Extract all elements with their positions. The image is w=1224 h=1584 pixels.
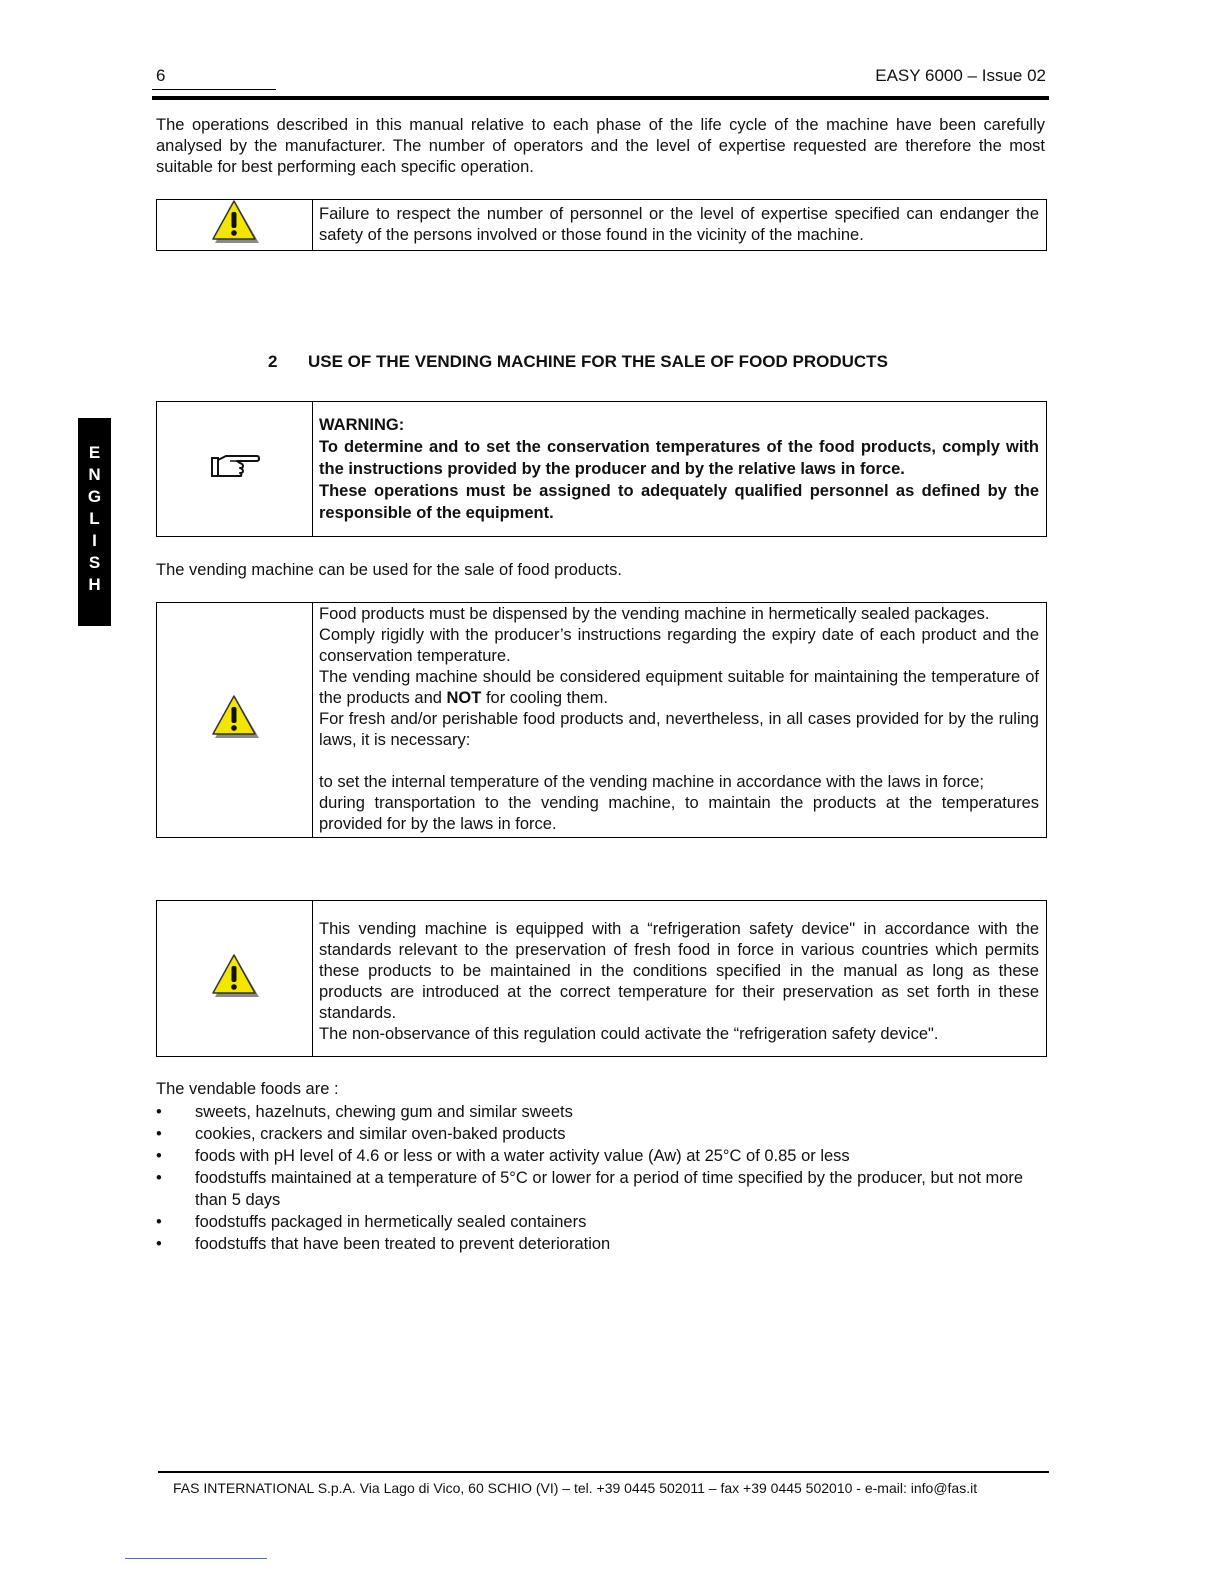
refrigeration-notice-text xyxy=(313,901,1047,1057)
footer-address: FAS INTERNATIONAL S.p.A. Via Lago di Vico, 60 SCHIO (VI) – tel. +39 0445 502011 – fax +39 0445 502010 - e-mail: info@fas.it xyxy=(173,1480,978,1496)
list-item: • foodstuffs maintained at a temperature of 5°C or lower for a period of time specified by the producer, but not more than 5 days xyxy=(156,1169,1024,1209)
food-notice-packages: Food products must be dispensed by the vending machine in hermetically sealed packages. xyxy=(319,605,990,623)
tab-letter: N xyxy=(88,465,101,484)
tab-letter: G xyxy=(87,487,102,506)
warning-triangle-icon xyxy=(210,954,260,998)
notice-icon-cell xyxy=(157,901,313,1057)
intro-paragraph: The operations described in this manual relative to each phase of the life cycle of the machine have been carefully analysed by the manufacturer. The number of operators and the level of expertise requested are therefore the most suitable for best performing each specific operation. xyxy=(156,116,1045,176)
vendable-foods-list xyxy=(156,1101,1045,1255)
section-number: 2 xyxy=(268,352,278,371)
list-item: • foodstuffs that have been treated to prevent deterioration xyxy=(156,1235,611,1253)
food-notice-expiry: Comply rigidly with the producer’s instructions regarding the expiry date of each product and the conservation temperature. xyxy=(319,626,1039,665)
tab-letter: I xyxy=(92,531,97,550)
food-notice-transportation: during transportation to the vending machine, to maintain the products at the temperatures provided for by the laws in force. xyxy=(319,794,1039,833)
tab-letter: S xyxy=(88,553,101,572)
warning-line-personnel: These operations must be assigned to adequately qualified personnel as defined by the responsible of the equipment. xyxy=(319,481,1039,522)
section-title: USE OF THE VENDING MACHINE FOR THE SALE OF FOOD PRODUCTS xyxy=(308,352,888,371)
food-notice-set-temperature: to set the internal temperature of the vending machine in accordance with the laws in force; xyxy=(319,773,984,791)
tab-letter: L xyxy=(89,509,100,528)
warning-text xyxy=(313,402,1047,537)
tab-letter: H xyxy=(88,575,101,594)
bullet: • xyxy=(156,1213,162,1231)
document-title: EASY 6000 – Issue 02 xyxy=(875,66,1046,85)
notice-icon-cell xyxy=(157,603,313,838)
refrigeration-non-observance: The non-observance of this regulation could activate the “refrigeration safety device". xyxy=(319,1024,939,1043)
personnel-notice-text: Failure to respect the number of personnel or the level of expertise specified can endanger the safety of the persons involved or those found in the vicinity of the machine. xyxy=(313,200,1047,251)
warning-triangle-icon xyxy=(210,200,260,244)
emphasis-not: NOT xyxy=(446,689,482,707)
food-notice-perishable: For fresh and/or perishable food products and, nevertheless, in all cases provided for by the ruling laws, it is necessary: xyxy=(319,710,1039,749)
list-item: • sweets, hazelnuts, chewing gum and similar sweets xyxy=(156,1103,573,1121)
page-number: 6 xyxy=(156,66,166,85)
warning-icon-cell xyxy=(157,402,313,537)
personnel-notice-box xyxy=(156,199,1047,251)
bullet: • xyxy=(156,1235,162,1253)
tab-letter: E xyxy=(88,443,101,462)
pointing-hand-icon xyxy=(210,453,260,479)
food-notice-text xyxy=(313,603,1047,838)
refrigeration-notice xyxy=(156,900,1047,1057)
header-rule xyxy=(152,96,1049,100)
footer-rule xyxy=(158,1471,1049,1473)
food-notice-maintain: The vending machine should be considered equipment suitable for maintaining the temperature of the products and NOT for cooling them. xyxy=(319,668,1039,707)
warning-heading: WARNING: xyxy=(319,415,405,434)
warning-line-temperatures: To determine and to set the conservation temperatures of the food products, comply with the instructions provided by the producer and by the relative laws in force. xyxy=(319,437,1039,478)
food-products-notice xyxy=(156,602,1047,838)
header-rule-thin xyxy=(152,89,276,90)
bullet: • xyxy=(156,1147,162,1165)
warning-triangle-icon xyxy=(210,695,260,739)
bullet: • xyxy=(156,1125,162,1143)
list-item: • cookies, crackers and similar oven-baked products xyxy=(156,1125,566,1143)
list-item: • foods with pH level of 4.6 or less or with a water activity value (Aw) at 25°C of 0.85 or less xyxy=(156,1147,850,1165)
notice-icon-cell xyxy=(157,200,313,251)
bullet: • xyxy=(156,1169,162,1187)
usage-paragraph: The vending machine can be used for the sale of food products. xyxy=(156,561,622,579)
refrigeration-device-description: This vending machine is equipped with a “refrigeration safety device" in accordance with the standards relevant to the preservation of fresh food in force in various countries which permits these products to be maintained in the conditions specified in the manual as long as these products are introduced at the correct temperature for their preservation as set forth in these standards. xyxy=(319,919,1039,1022)
bullet: • xyxy=(156,1103,162,1121)
vendable-intro: The vendable foods are : xyxy=(156,1080,339,1098)
language-side-tab xyxy=(78,418,111,626)
list-item: • foodstuffs packaged in hermetically sealed containers xyxy=(156,1213,587,1231)
section-heading xyxy=(268,352,888,372)
warning-box xyxy=(156,401,1047,537)
bottom-underline xyxy=(125,1558,267,1559)
